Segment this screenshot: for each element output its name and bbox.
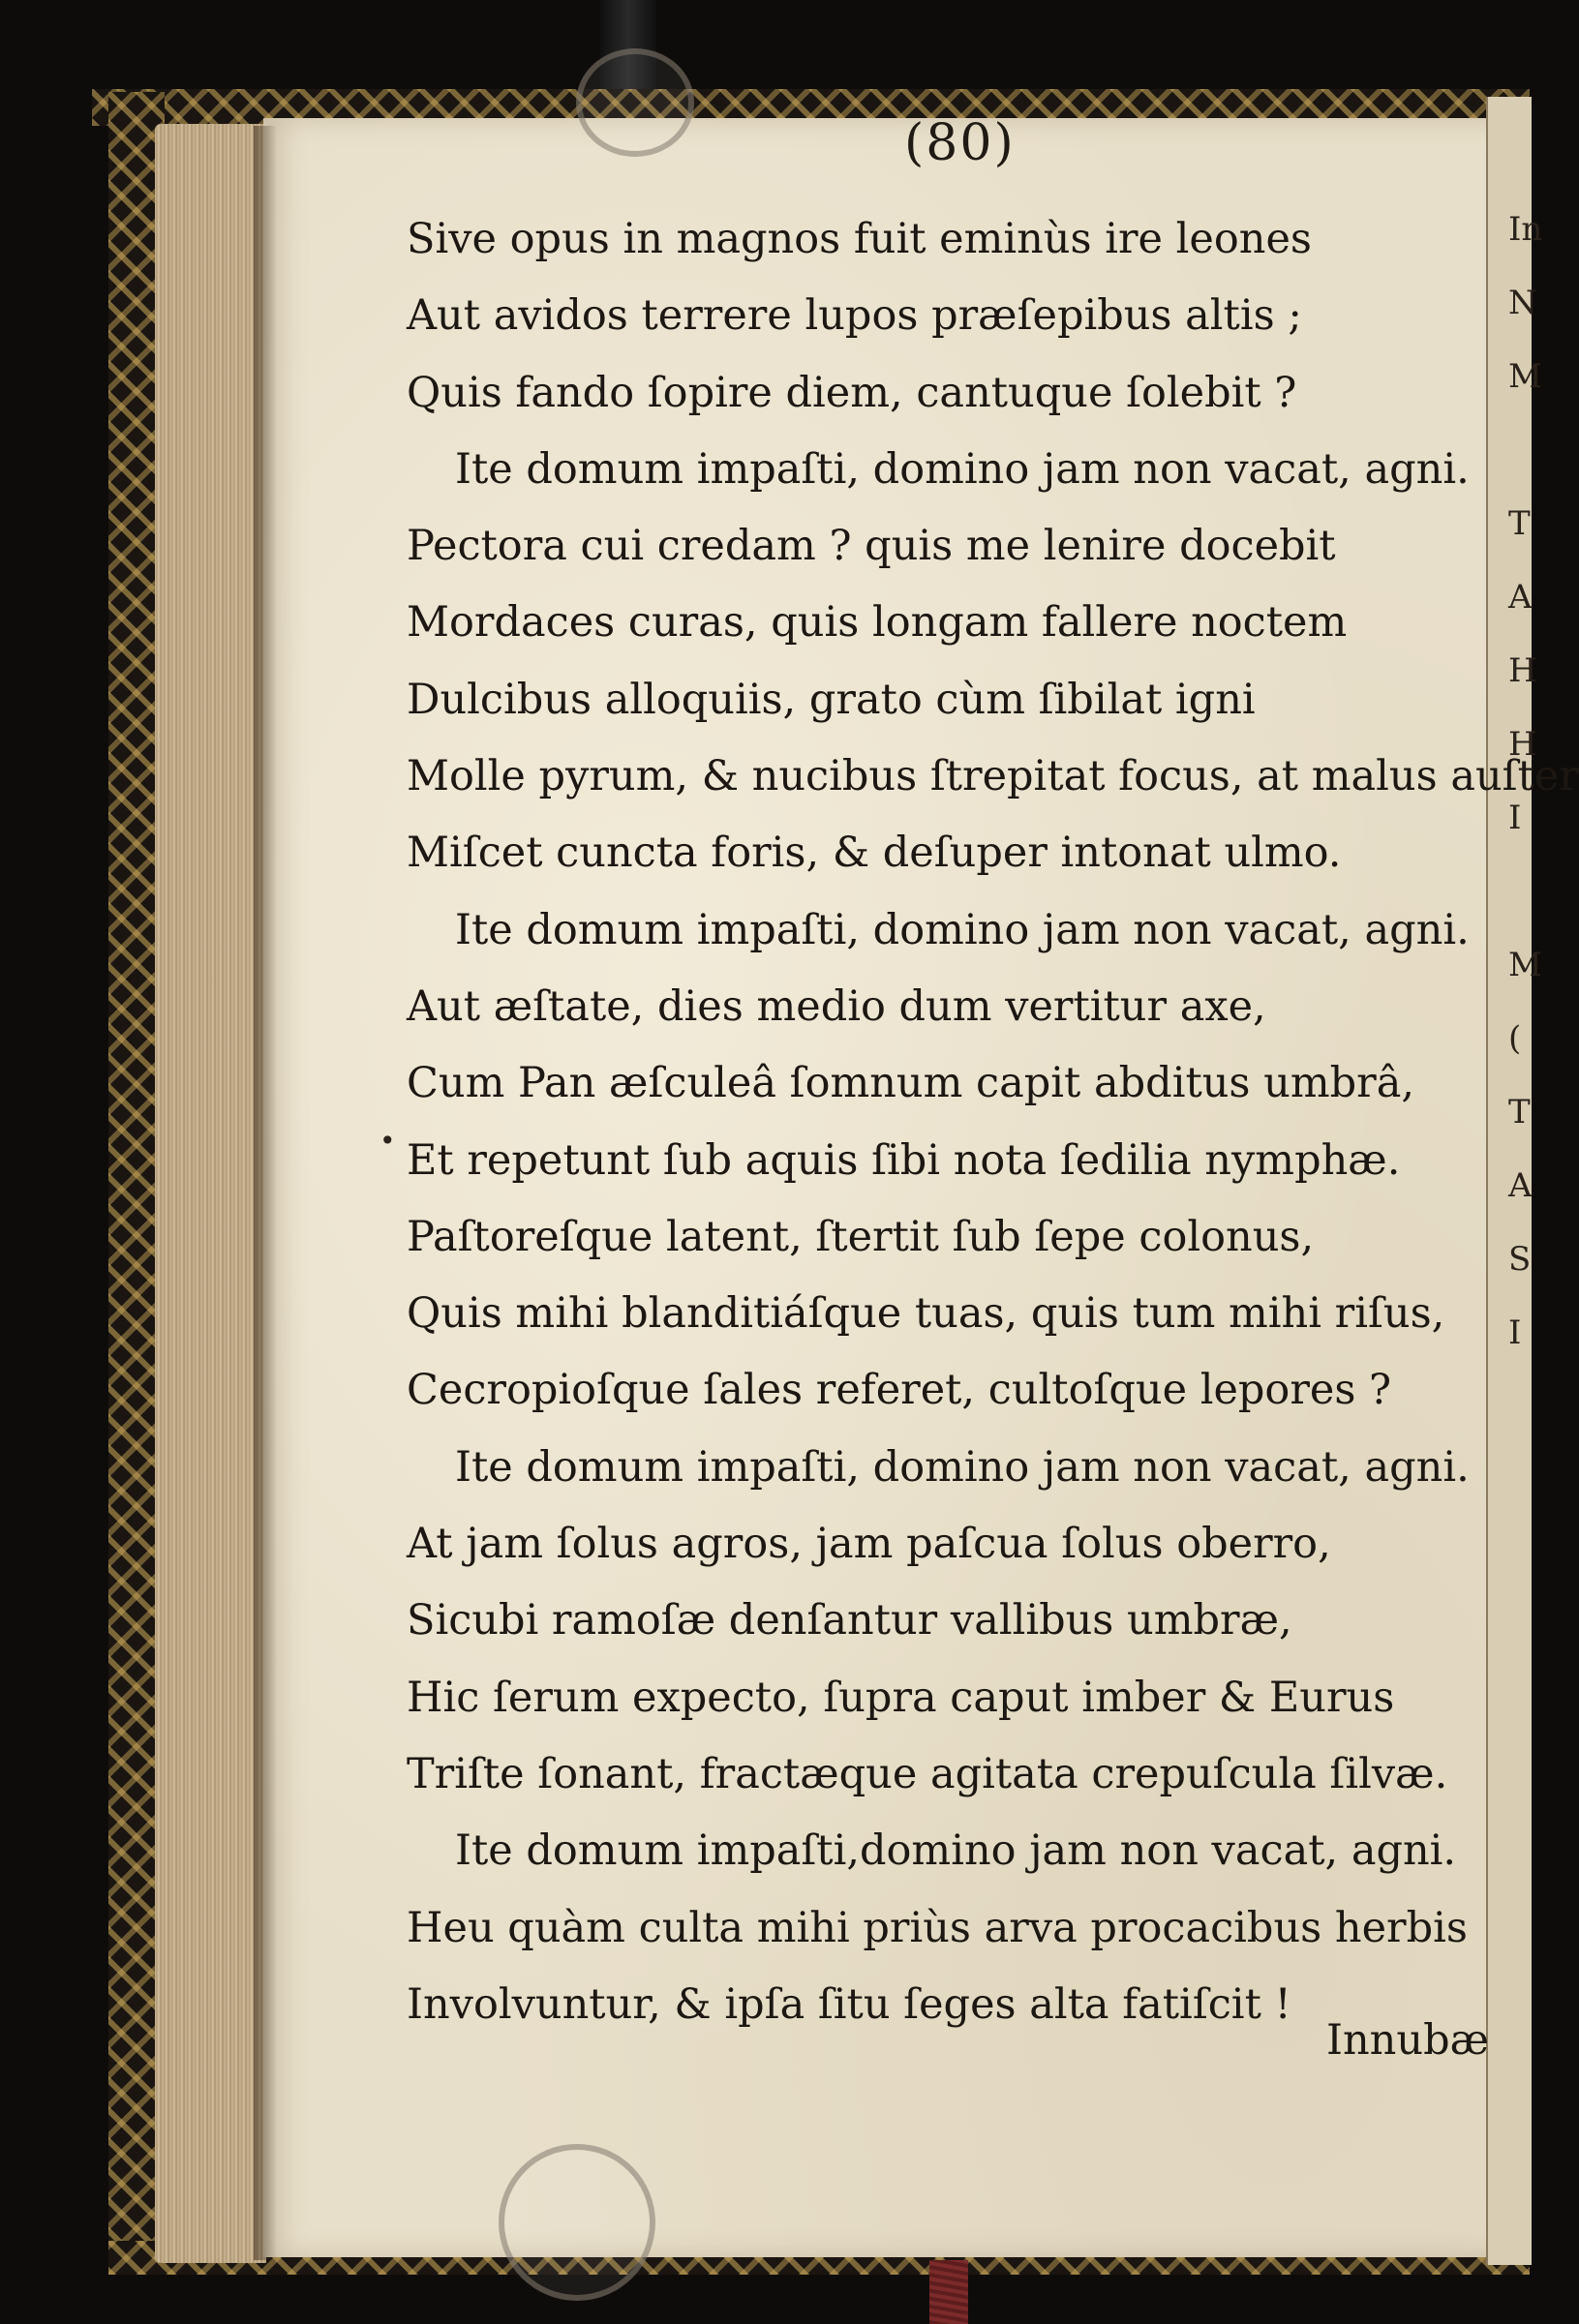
refrain-line: Ite domum impaſti, domino jam non vacat, agni. [455,905,1470,954]
verse-line: Involvuntur, & ipſa ſitu ſeges alta fatiſcit ! [407,1979,1291,2029]
verse-line: Cecropioſque ſales referet, cultoſque lepores ? [407,1366,1392,1415]
verse-line: Triſte ſonant, fractæque agitata crepuſcula ſilvæ. [407,1749,1448,1798]
verse-line: Mordaces curas, quis longam fallere noctem [407,598,1348,648]
facing-glyph: A [1508,1166,1533,1205]
verse-line: Pectora cui credam ? quis me lenire docebit [407,522,1336,571]
red-ribbon [929,2260,968,2324]
catchword: Innubæ [1326,2016,1490,2065]
page-fore-edge [155,124,266,2263]
gutter-shadow [254,126,277,2260]
refrain-line: Ite domum impaſti,domino jam non vacat, agni. [455,1826,1457,1876]
facing-glyph: T [1508,1093,1531,1132]
verse-line: Quis mihi blanditiáſque tuas, quis tum mihi riſus, [407,1289,1445,1339]
facing-glyph: N [1508,284,1537,322]
glass-weight-top [576,48,694,157]
verse-line: Miſcet cuncta foris, & deſuper intonat ulmo. [407,829,1342,878]
verse-line: Sive opus in magnos fuit eminùs ire leones [407,215,1312,263]
refrain-line: Ite domum impaſti, domino jam non vacat, agni. [455,444,1470,494]
verse-line: At jam ſolus agros, jam paſcua ſolus oberro, [407,1520,1331,1569]
facing-glyph: H [1508,725,1537,764]
verse-line: Aut avidos terrere lupos præſepibus altis ; [407,291,1302,341]
verse-line: Aut æſtate, dies medio dum vertitur axe, [407,981,1266,1031]
page-number: (80) [904,114,1016,172]
facing-glyph: A [1508,578,1533,617]
facing-glyph: M [1508,946,1542,984]
facing-glyph: ( [1508,1019,1522,1058]
verse-text [407,201,1579,2043]
verse-line: Cum Pan æſculeâ ſomnum capit abditus umbrâ, [407,1059,1415,1108]
verse-line: Hic ſerum expecto, ſupra caput imber & Eurus [407,1673,1395,1722]
facing-glyph: S [1508,1240,1532,1279]
verse-line: Paſtoreſque latent, ſtertit ſub ſepe colonus, [407,1212,1315,1261]
verse-line: Et repetunt ſub aquis ſibi nota ſedilia nymphæ. [407,1135,1401,1185]
verse-line: Molle pyrum, & nucibus ſtrepitat focus, at malus auſter [407,752,1579,801]
facing-glyph: In [1508,210,1543,249]
facing-glyph: I [1508,1313,1522,1352]
verse-line: Sicubi ramoſæ denſantur vallibus umbræ, [407,1596,1292,1645]
margin-mark: • [380,1125,396,1157]
facing-glyph: M [1508,357,1542,396]
facing-glyph: T [1508,504,1531,543]
verse-line: Heu quàm culta mihi priùs arva procacibus herbis [407,1903,1468,1952]
verse-line: Quis fando ſopire diem, cantuque ſolebit ? [407,368,1297,417]
facing-glyph: I [1508,799,1522,837]
verse-line: Dulcibus alloquiis, grato cùm ſibilat igni [407,675,1256,724]
refrain-line: Ite domum impaſti, domino jam non vacat, agni. [455,1442,1470,1492]
facing-glyph: H [1508,651,1537,690]
glass-weight-bottom [499,2144,655,2301]
